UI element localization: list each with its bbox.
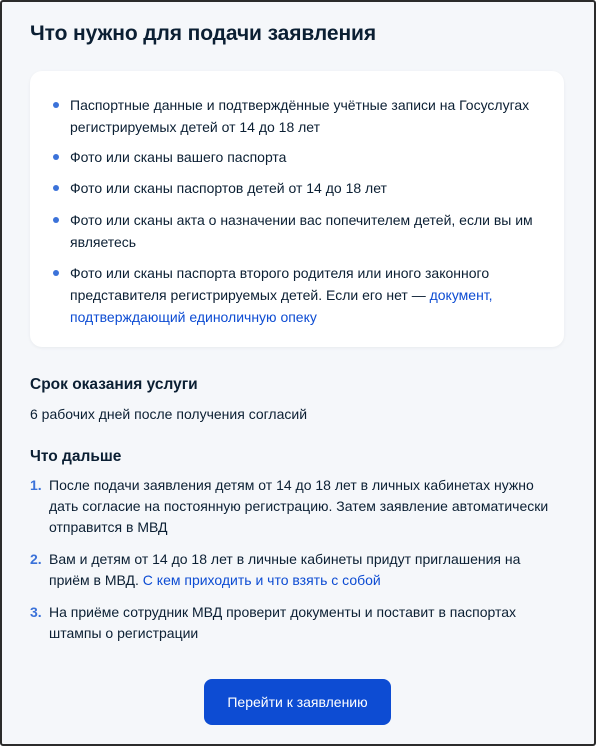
- next-heading: Что дальше: [30, 448, 122, 465]
- requirement-text: Паспортные данные и подтверждённые учётные записи на Госуслугах регистрируемых детей от 14 до 18 лет: [70, 97, 530, 135]
- list-item: [70, 146, 540, 168]
- step-number: 3.: [30, 604, 42, 620]
- step-text: На приёме сотрудник МВД проверит документы и поставит в паспортах штампы о регистрации: [49, 604, 517, 641]
- bullet-dot-icon: [53, 185, 59, 191]
- guardianship-document-link[interactable]: документ, подтверждающий единоличную опеку: [70, 287, 493, 325]
- go-to-application-button[interactable]: Перейти к заявлению: [204, 679, 391, 725]
- step-text-wrap: [49, 549, 560, 591]
- requirement-text: Фото или сканы акта о назначении вас попечителем детей, если вы им являетесь: [70, 212, 533, 250]
- bullet-dot-icon: [53, 154, 59, 160]
- list-item: [70, 209, 540, 253]
- list-item: [70, 177, 540, 199]
- step-item: [30, 549, 560, 591]
- term-text: 6 рабочих дней после получения согласий: [30, 406, 308, 422]
- list-item: [70, 262, 540, 328]
- step-item: [30, 475, 560, 538]
- step-number: 2.: [30, 551, 42, 567]
- requirement-text: Фото или сканы вашего паспорта: [70, 149, 287, 165]
- bullet-dot-icon: [53, 102, 59, 108]
- list-item: [70, 94, 540, 138]
- term-heading: Срок оказания услуги: [30, 376, 198, 393]
- step-text: Вам и детям от 14 до 18 лет в личные кабинеты придут приглашения на приём в МВД.: [49, 551, 521, 588]
- requirement-text: Фото или сканы паспортов детей от 14 до 18 лет: [70, 180, 387, 196]
- step-item: [30, 602, 560, 644]
- page-title: Что нужно для подачи заявления: [30, 22, 377, 45]
- bullet-dot-icon: [53, 217, 59, 223]
- requirement-text: Фото или сканы паспорта второго родителя или иного законного представителя регистрируемых детей. Если его нет —: [70, 265, 490, 303]
- step-text: После подачи заявления детям от 14 до 18 лет в личных кабинетах нужно дать согласие на постоянную регистрацию. Затем заявление автоматически отправится в МВД: [49, 477, 549, 535]
- step-number: 1.: [30, 477, 42, 493]
- requirements-card: [30, 71, 564, 347]
- what-to-bring-link[interactable]: С кем приходить и что взять с собой: [142, 572, 381, 588]
- bullet-dot-icon: [53, 270, 59, 276]
